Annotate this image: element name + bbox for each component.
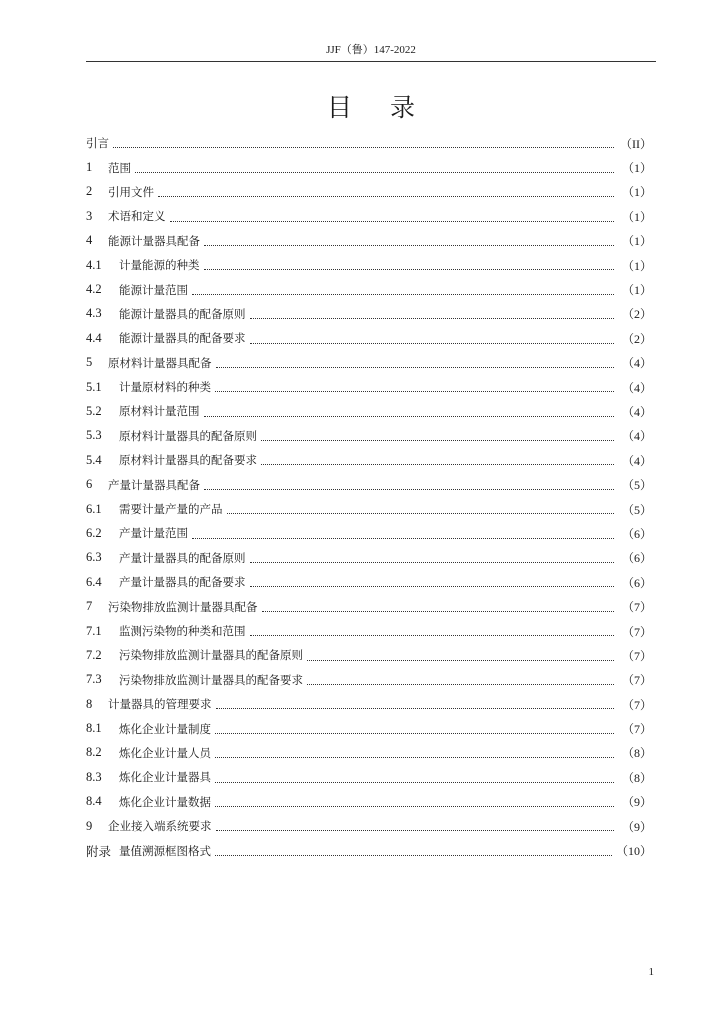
toc-dot-leader [215, 854, 612, 856]
toc-entry-label: 原材料计量范围 [119, 404, 200, 419]
toc-entry-label: 能源计量器具的配备要求 [119, 331, 246, 346]
toc-dot-leader [250, 561, 615, 563]
toc-entry-label: 产量计量器具的配备原则 [119, 550, 246, 565]
toc-entry[interactable] [86, 619, 652, 643]
toc-dot-leader [261, 439, 614, 441]
toc-dot-leader [215, 756, 614, 758]
toc-dot-leader [307, 659, 614, 661]
toc-dot-leader [204, 415, 615, 417]
toc-entry-number: 4.4 [86, 330, 102, 345]
toc-entry-number: 8.4 [86, 794, 102, 809]
toc-dot-leader [216, 366, 615, 368]
toc-entry[interactable] [86, 521, 652, 545]
toc-entry-page: （4） [621, 356, 652, 371]
toc-entry-label: 原材料计量器具的配备原则 [119, 428, 257, 443]
toc-entry-page: （4） [621, 453, 652, 468]
toc-entry-number: 5.1 [86, 379, 102, 394]
toc-entry-label: 术语和定义 [108, 209, 166, 224]
toc-dot-leader [250, 585, 615, 587]
toc-entry-page: （7） [621, 600, 652, 615]
toc-entry-page: （9） [621, 819, 652, 834]
toc-entry-label: 炼化企业计量制度 [119, 721, 211, 736]
toc-entry-label: 污染物排放监测计量器具的配备原则 [119, 648, 303, 663]
toc-entry-label: 能源计量器具的配备原则 [119, 306, 246, 321]
toc-entry-page: （1） [621, 161, 652, 176]
toc-entry-page: （10） [615, 844, 652, 859]
toc-entry-label: 产量计量范围 [119, 526, 188, 541]
toc-entry-label: 量值溯源框图格式 [119, 843, 211, 858]
toc-entry-page: （II） [620, 136, 652, 151]
toc-entry[interactable] [86, 326, 652, 350]
toc-entry[interactable] [86, 424, 652, 448]
toc-entry-number: 6.3 [86, 550, 102, 565]
toc-entry-page: （7） [621, 697, 652, 712]
toc-entry-number: 6.1 [86, 501, 102, 516]
toc-entry[interactable] [86, 277, 652, 301]
toc-entry-number: 2 [86, 184, 93, 199]
toc-entry-number: 6.2 [86, 525, 102, 540]
toc-entry-page: （1） [621, 234, 652, 249]
toc-entry-page: （2） [621, 307, 652, 322]
toc-dot-leader [170, 220, 615, 222]
toc-entry-label: 范围 [108, 160, 131, 175]
toc-entry-number: 7.3 [86, 672, 102, 687]
toc-entry-number: 5.2 [86, 403, 102, 418]
toc-entry-number: 8.3 [86, 769, 102, 784]
toc-dot-leader [204, 268, 615, 270]
toc-dot-leader [192, 537, 614, 539]
toc-entry-label: 炼化企业计量数据 [119, 794, 211, 809]
toc-entry[interactable] [86, 716, 652, 740]
toc-entry-label: 计量器具的管理要求 [108, 697, 212, 712]
toc-entry-number: 6 [86, 477, 93, 492]
toc-dot-leader [216, 707, 615, 709]
toc-entry-label: 企业接入端系统要求 [108, 819, 212, 834]
toc-dot-leader [307, 683, 614, 685]
toc-entry-number: 3 [86, 208, 93, 223]
toc-entry-page: （1） [621, 283, 652, 298]
toc-entry-label: 污染物排放监测计量器具配备 [108, 599, 258, 614]
toc-dot-leader [216, 829, 615, 831]
toc-entry[interactable] [86, 472, 652, 496]
toc-entry-page: （8） [621, 770, 652, 785]
toc-entry-label: 能源计量范围 [119, 282, 188, 297]
toc-title: 目录 [326, 93, 453, 122]
toc-entry-page: （8） [621, 746, 652, 761]
toc-entry-number: 8.2 [86, 745, 102, 760]
toc-entry[interactable] [86, 253, 652, 277]
toc-entry-number: 4.3 [86, 306, 102, 321]
toc-entry-number: 6.4 [86, 574, 102, 589]
toc-dot-leader [261, 463, 614, 465]
toc-dot-leader [250, 317, 615, 319]
toc-entry-label: 原材料计量器具的配备要求 [119, 453, 257, 468]
toc-entry-label: 引用文件 [108, 184, 154, 199]
toc-entry[interactable] [86, 302, 652, 326]
page-number: 1 [648, 966, 654, 978]
toc-entry-page: （6） [621, 526, 652, 541]
toc-entry[interactable] [86, 375, 652, 399]
toc-entry-number: 5.3 [86, 428, 102, 443]
header-rule [86, 61, 656, 62]
toc-entry-number: 9 [86, 818, 93, 833]
toc-dot-leader [215, 390, 614, 392]
toc-entry[interactable] [86, 399, 652, 423]
toc-entry-page: （7） [621, 673, 652, 688]
toc-dot-leader [113, 146, 614, 148]
toc-entry[interactable] [86, 741, 652, 765]
toc-entry-number: 5.4 [86, 452, 102, 467]
toc-dot-leader [215, 781, 614, 783]
toc-entry[interactable] [86, 155, 652, 179]
toc-entry-page: （4） [621, 380, 652, 395]
toc-entry-page: （1） [621, 185, 652, 200]
toc-entry-number: 附录 [86, 844, 112, 859]
toc-entry-page: （4） [621, 404, 652, 419]
toc-entry-number: 5 [86, 355, 93, 370]
toc-entry-label: 能源计量器具配备 [108, 233, 200, 248]
toc-entry-label: 产量计量器具的配备要求 [119, 575, 246, 590]
toc-entry-page: （2） [621, 331, 652, 346]
toc-entry-label: 监测污染物的种类和范围 [119, 624, 246, 638]
toc-entry[interactable] [86, 351, 652, 375]
toc-dot-leader [204, 244, 614, 246]
toc-dot-leader [192, 293, 614, 295]
toc-dot-leader [158, 195, 614, 197]
toc-dot-leader [227, 512, 615, 514]
toc-entry-page: （1） [621, 258, 652, 273]
toc-entry-number: 7.2 [86, 647, 102, 662]
toc-entry-page: （9） [621, 795, 652, 810]
toc-entry-number: 7.1 [86, 623, 102, 638]
toc-entry-page: （7） [621, 624, 652, 639]
toc-entry[interactable] [86, 546, 652, 570]
toc-entry[interactable] [86, 643, 652, 667]
table-of-contents [86, 131, 652, 863]
toc-entry-page: （1） [621, 209, 652, 224]
toc-entry-number: 4.2 [86, 282, 102, 297]
toc-entry-label: 炼化企业计量人员 [119, 745, 211, 760]
toc-dot-leader [215, 732, 614, 734]
toc-entry-page: （7） [621, 722, 652, 737]
toc-entry-page: （5） [621, 502, 652, 517]
toc-entry-page: （4） [621, 429, 652, 444]
toc-entry-label: 炼化企业计量器具 [119, 770, 211, 785]
toc-entry[interactable] [86, 497, 652, 521]
toc-entry[interactable] [86, 131, 652, 155]
toc-dot-leader [250, 634, 615, 636]
toc-entry-number: 8.1 [86, 721, 102, 736]
toc-entry-label: 引言 [86, 136, 109, 151]
toc-entry-page: （6） [621, 551, 652, 566]
toc-entry-number: 7 [86, 599, 93, 614]
toc-entry[interactable] [86, 765, 652, 789]
toc-entry[interactable] [86, 204, 652, 228]
toc-entry[interactable] [86, 594, 652, 618]
toc-entry[interactable] [86, 838, 652, 862]
toc-entry-page: （5） [621, 478, 652, 493]
document-code-header: JJF（鲁）147-2022 [326, 44, 416, 56]
toc-dot-leader [135, 171, 614, 173]
toc-dot-leader [250, 342, 615, 344]
toc-entry[interactable] [86, 570, 652, 594]
toc-entry[interactable] [86, 180, 652, 204]
toc-dot-leader [262, 610, 615, 612]
toc-entry-number: 8 [86, 696, 93, 711]
toc-entry-number: 1 [86, 160, 93, 175]
toc-entry-label: 污染物排放监测计量器具的配备要求 [119, 672, 303, 687]
toc-entry-label: 需要计量产量的产品 [119, 502, 223, 517]
toc-entry-number: 4 [86, 233, 93, 248]
toc-entry-label: 产量计量器具配备 [108, 477, 200, 492]
toc-entry[interactable] [86, 692, 652, 716]
toc-entry[interactable] [86, 448, 652, 472]
toc-entry-label: 计量原材料的种类 [119, 380, 211, 395]
toc-entry-label: 原材料计量器具配备 [108, 355, 212, 370]
toc-dot-leader [204, 488, 614, 490]
toc-entry-page: （6） [621, 575, 652, 590]
toc-entry-page: （7） [621, 648, 652, 663]
toc-entry[interactable] [86, 229, 652, 253]
toc-dot-leader [215, 805, 614, 807]
toc-entry-number: 4.1 [86, 257, 102, 272]
toc-entry[interactable] [86, 790, 652, 814]
toc-entry-label: 计量能源的种类 [119, 258, 200, 273]
toc-entry[interactable] [86, 668, 652, 692]
toc-entry[interactable] [86, 814, 652, 838]
